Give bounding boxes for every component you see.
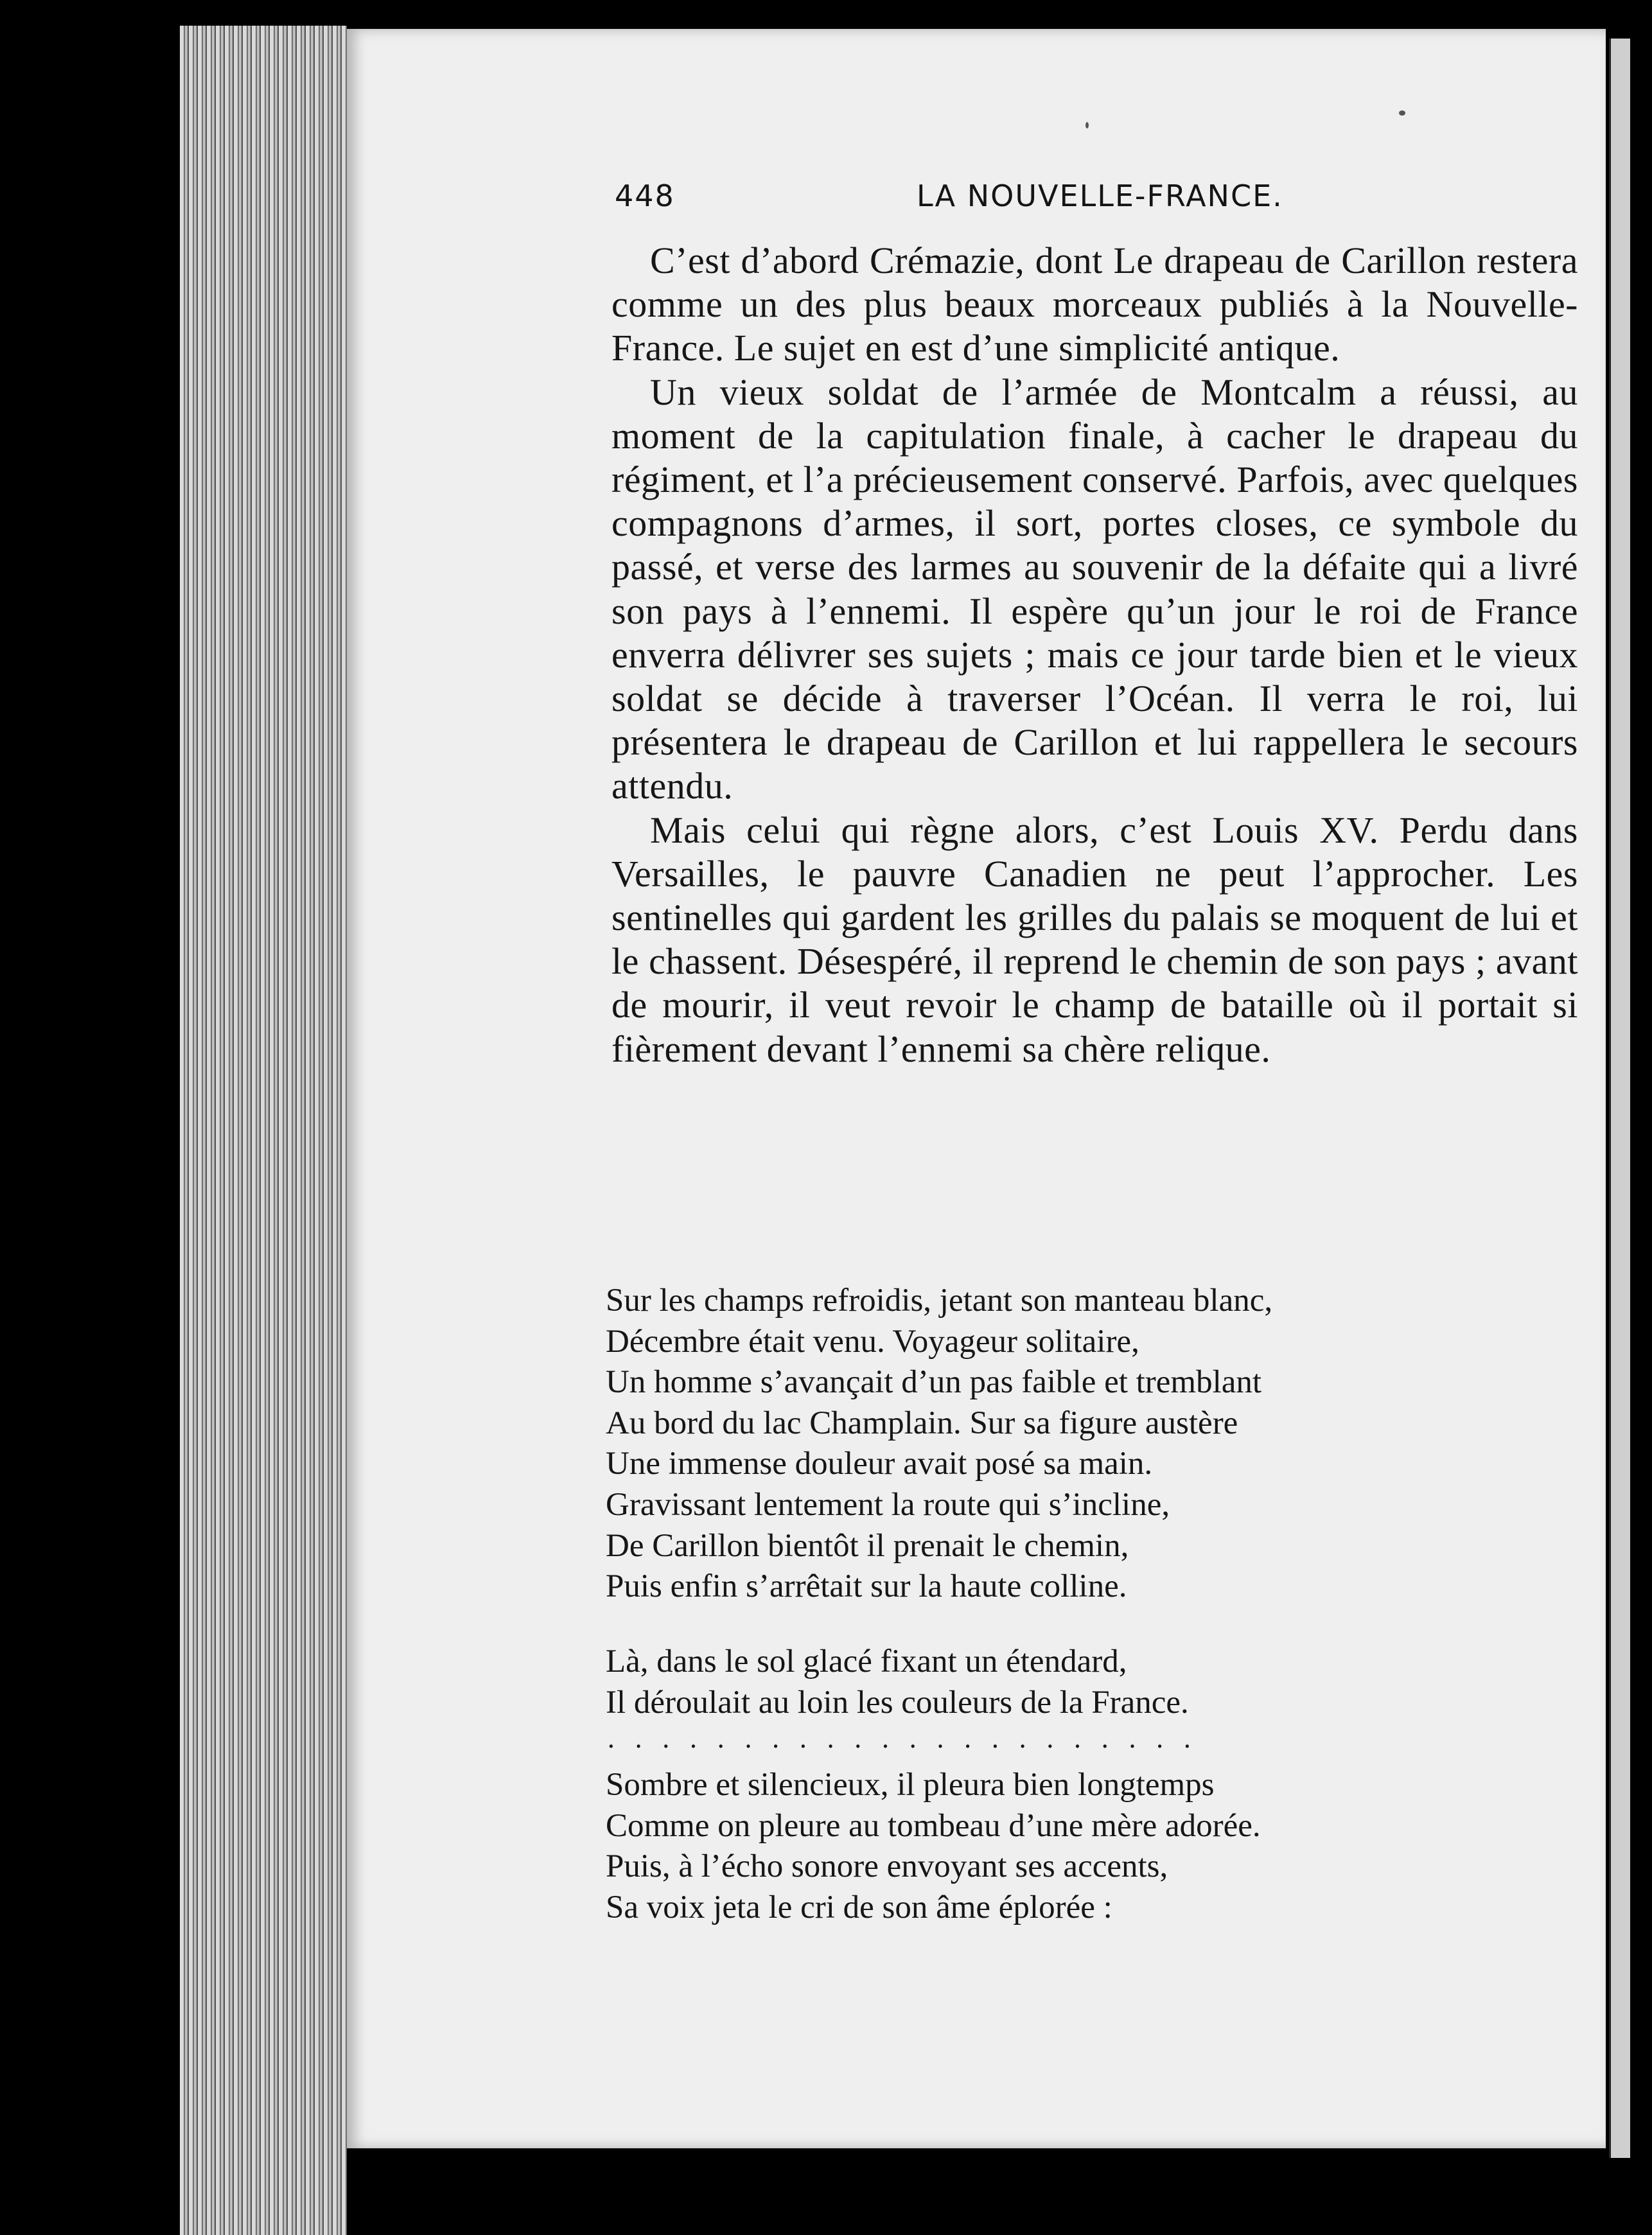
verse-line: Sa voix jeta le cri de son âme éplorée : [606,1889,1112,1925]
verse-line: Il déroulait au loin les couleurs de la France. [606,1684,1189,1721]
verse-line: Puis enfin s’arrêtait sur la haute colline. [606,1568,1127,1605]
verse-line: Un homme s’avançait d’un pas faible et tremblant [606,1364,1262,1401]
book-page-edges [180,0,347,2235]
book-edge-shadow [180,0,353,26]
verse-line: Décembre était venu. Voyageur solitaire, [606,1323,1139,1360]
poem-stanza [606,1765,1261,1928]
page-number: 448 [615,179,675,213]
facing-page-edge [1609,39,1630,2158]
verse-line: Comme on pleure au tombeau d’une mère adorée. [606,1807,1261,1844]
paragraph: C’est d’abord Crémazie, dont Le drapeau de Carillon restera comme un des plus beaux morceaux publiés à la Nouvelle-France. Le sujet en est d’une simplicité antique. [611,240,1578,369]
verse-line: Puis, à l’écho sonore envoyant ses accents, [606,1848,1168,1885]
verse-line: De Carillon bientôt il prenait le chemin, [606,1527,1129,1564]
print-speck [1085,122,1089,128]
print-speck [1399,110,1405,116]
verse-line: Sombre et silencieux, il pleura bien longtemps [606,1767,1215,1803]
poem-stanza [606,1642,1189,1723]
verse-line: Gravissant lentement la route qui s’incline, [606,1486,1170,1523]
verse-line: Sur les champs refroidis, jetant son manteau blanc, [606,1283,1273,1319]
paragraph: Mais celui qui règne alors, c’est Louis XV. Perdu dans Versailles, le pauvre Canadien ne peut l’approcher. Les sentinelles qui gardent les grilles du palais se moquent de lui et le chassent. Désespéré, il reprend le chemin de son pays ; avant de mourir, il veut revoir le champ de bataille où il portait si fièrement devant l’ennemi sa chère relique. [611,809,1578,1070]
running-title: LA NOUVELLE-FRANCE. [917,179,1283,213]
prose-body [611,239,1578,1071]
verse-line: Au bord du lac Champlain. Sur sa figure austère [606,1405,1238,1441]
verse-line: Là, dans le sol glacé fixant un étendard, [606,1643,1127,1679]
ellipsis-row: ...................... [607,1724,1211,1754]
paragraph: Un vieux soldat de l’armée de Montcalm a réussi, au moment de la capitulation finale, à cacher le drapeau du régiment, et l’a précieusement conservé. Parfois, avec quelques compagnons d’armes, il sort, portes closes, ce symbole du passé, et verse des larmes au souvenir de la défaite qui a livré son pays à l’ennemi. Il espère qu’un jour le roi de France enverra délivrer ses sujets ; mais ce jour tarde bien et le vieux soldat se décide à traverser l’Océan. Il verra le roi, lui présentera le drapeau de Carillon et lui rappellera le secours attendu. [611,371,1578,807]
poem-stanza [606,1281,1272,1608]
verse-line: Une immense douleur avait posé sa main. [606,1446,1153,1482]
